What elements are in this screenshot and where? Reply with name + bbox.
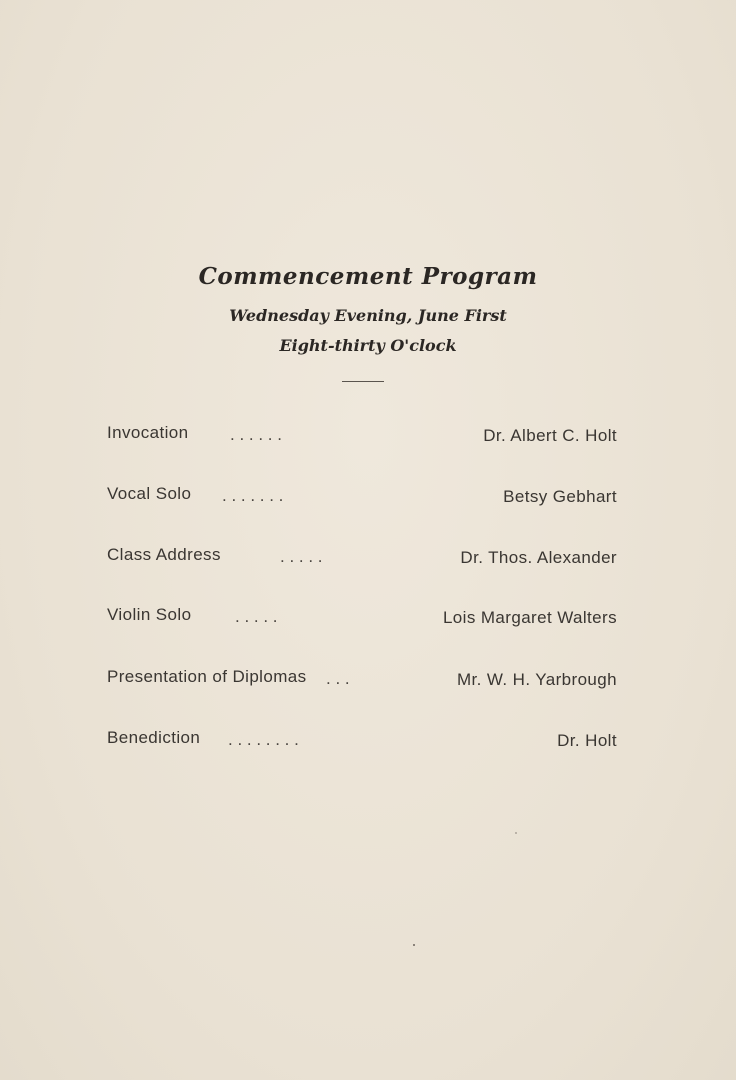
program-row-invocation (107, 423, 617, 447)
dot-leader: . . . . . (280, 547, 323, 566)
program-item: Vocal Solo (107, 484, 192, 503)
dot-leader: . . . . . . (230, 425, 282, 444)
program-name: Mr. W. H. Yarbrough (456, 670, 617, 689)
program-name: Lois Margaret Walters (442, 608, 617, 627)
program-row-presentation-of-diplomas (107, 667, 617, 691)
dot-leader: . . . . . . . . (228, 730, 299, 749)
program-item: Presentation of Diplomas (107, 667, 307, 686)
program-name: Dr. Holt (557, 731, 617, 750)
program-subtitle: Wednesday Evening, June First (229, 306, 507, 325)
program-item: Violin Solo (107, 605, 192, 624)
program-item: Benediction (107, 728, 201, 747)
program-row-vocal-solo (107, 484, 617, 508)
program-name: Betsy Gebhart (503, 487, 617, 506)
program-item: Invocation (107, 423, 189, 442)
program-row-class-address (107, 545, 617, 569)
dot-leader: . . . . . . . (222, 486, 284, 505)
dot-leader: . . . . . (235, 607, 278, 626)
program-name: Dr. Albert C. Holt (483, 426, 617, 445)
divider-rule (342, 381, 384, 382)
paper-speck (413, 944, 415, 946)
program-row-violin-solo (107, 605, 617, 629)
program-title: Commencement Program (198, 263, 538, 290)
program-name: Dr. Thos. Alexander (460, 548, 617, 567)
program-time: Eight-thirty O'clock (279, 336, 457, 355)
program-item: Class Address (107, 545, 221, 564)
dot-leader: . . . (326, 669, 350, 688)
paper-speck (515, 832, 517, 834)
program-row-benediction (107, 728, 617, 752)
